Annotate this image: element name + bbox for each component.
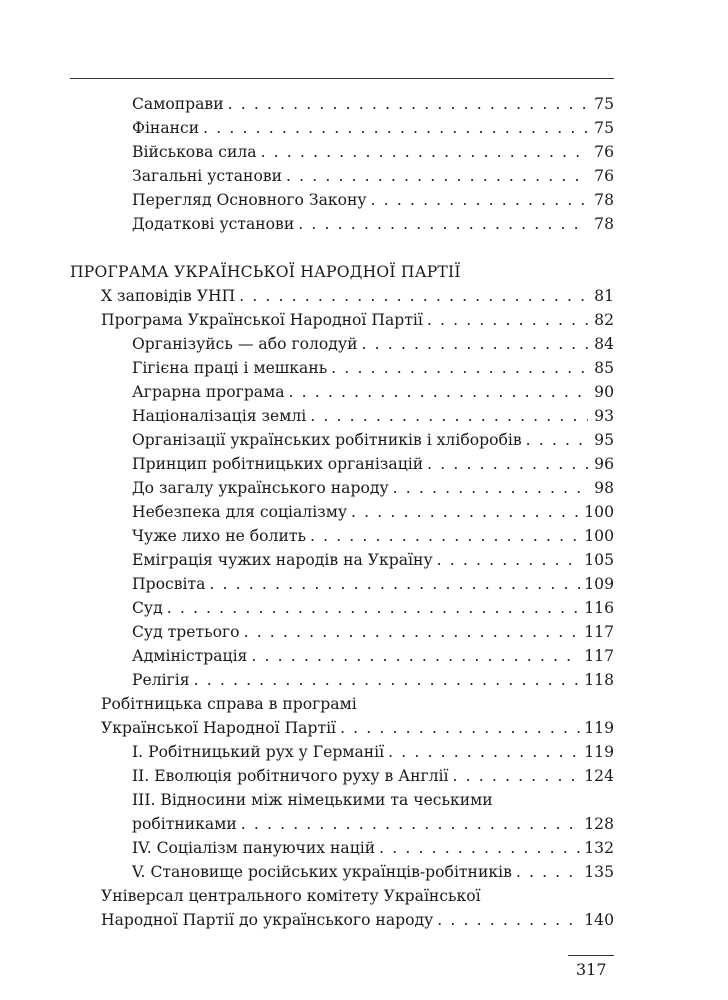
toc-entry-title: Організуйсь — або голодуй <box>132 335 358 353</box>
toc-entry-page: 132 <box>584 839 614 857</box>
toc-entry-title: Націоналізація землі <box>132 407 307 425</box>
toc-entry-title: Принцип робітницьких організацій <box>132 455 424 473</box>
toc-entry-page: 90 <box>594 383 614 401</box>
toc-entry-title: робітниками <box>132 815 237 833</box>
toc-entry[interactable] <box>132 428 614 452</box>
section-title: ПРОГРАМА УКРАЇНСЬКОЇ НАРОДНОЇ ПАРТІЇ <box>70 263 461 281</box>
toc-entry[interactable] <box>101 308 614 332</box>
toc-entry[interactable] <box>132 212 614 236</box>
dot-leader <box>437 908 580 932</box>
toc-entry-page: 84 <box>594 335 614 353</box>
dot-leader <box>310 404 588 428</box>
dot-leader <box>361 332 588 356</box>
toc-entry[interactable] <box>132 404 614 428</box>
dot-leader <box>239 284 588 308</box>
toc-entry-page: 76 <box>594 143 614 161</box>
dot-leader <box>241 812 581 836</box>
toc-entry[interactable] <box>101 716 614 740</box>
toc-entry-page: 98 <box>594 479 614 497</box>
dot-leader <box>203 116 588 140</box>
toc-entry-title: IV. Соціалізм пануючих націй <box>132 839 376 857</box>
toc-entry[interactable] <box>101 908 614 932</box>
dot-leader <box>393 476 588 500</box>
toc-entry-page: 119 <box>584 719 614 737</box>
dot-leader <box>371 188 588 212</box>
toc-entry-title: Загальні установи <box>132 167 282 185</box>
toc-entry[interactable] <box>132 548 614 572</box>
toc-entry-page: 140 <box>584 911 614 929</box>
dot-leader <box>194 668 581 692</box>
toc-entry-page: 100 <box>584 527 614 545</box>
dot-leader <box>310 524 580 548</box>
toc-entry-page: 117 <box>584 647 614 665</box>
dot-leader <box>289 380 588 404</box>
toc-entry-page: 82 <box>594 311 614 329</box>
toc-entry[interactable] <box>132 620 614 644</box>
toc-entry-page: 116 <box>584 599 614 617</box>
dot-leader <box>427 452 588 476</box>
toc-entry-page: 105 <box>584 551 614 569</box>
toc-entry-page: 93 <box>594 407 614 425</box>
toc-entry[interactable] <box>132 812 614 836</box>
toc-entry-page: 81 <box>594 287 614 305</box>
toc-entry[interactable] <box>132 596 614 620</box>
toc-entry[interactable] <box>132 500 614 524</box>
dot-leader <box>379 836 580 860</box>
toc-entry-title: Військова сила <box>132 143 257 161</box>
toc-entry-title: Гігієна праці і мешкань <box>132 359 328 377</box>
toc-entry-title-line1[interactable]: Робітницька справа в програмі <box>101 695 357 713</box>
page-number: 317 <box>576 960 607 979</box>
dot-leader <box>261 140 588 164</box>
toc-entry-page: 76 <box>594 167 614 185</box>
dot-leader <box>453 764 581 788</box>
toc-entry[interactable] <box>132 836 614 860</box>
toc-entry-title: Адміністрація <box>132 647 248 665</box>
toc-entry-title: Додаткові установи <box>132 215 295 233</box>
toc-entry-page: 118 <box>584 671 614 689</box>
toc-entry[interactable] <box>132 332 614 356</box>
dot-leader <box>209 572 580 596</box>
dot-leader <box>340 716 580 740</box>
toc-entry[interactable] <box>132 164 614 188</box>
toc-entry-title: II. Еволюція робітничого руху в Англії <box>132 767 449 785</box>
toc-entry[interactable] <box>132 380 614 404</box>
toc-entry-title: Аграрна програма <box>132 383 285 401</box>
toc-entry-title: Перегляд Основного Закону <box>132 191 367 209</box>
toc-entry-title: До загалу українського народу <box>132 479 389 497</box>
toc-entry-title: Чуже лихо не болить <box>132 527 306 545</box>
toc-entry[interactable] <box>132 92 614 116</box>
dot-leader <box>167 596 581 620</box>
toc-entry-page: 100 <box>584 503 614 521</box>
dot-leader <box>437 548 581 572</box>
toc-entry[interactable] <box>132 188 614 212</box>
toc-entry-title: Народної Партії до українського народу <box>101 911 434 929</box>
toc-entry[interactable] <box>132 740 614 764</box>
toc-entry-page: 117 <box>584 623 614 641</box>
dot-leader <box>244 620 581 644</box>
toc-entry-title: Суд третього <box>132 623 240 641</box>
toc-entry[interactable] <box>132 572 614 596</box>
toc-entry-title: Програма Української Народної Партії <box>101 311 423 329</box>
toc-entry[interactable] <box>132 356 614 380</box>
toc-entry[interactable] <box>132 860 614 884</box>
dot-leader <box>298 212 588 236</box>
toc-entry-title: Фінанси <box>132 119 200 137</box>
toc-entry-page: 75 <box>594 119 614 137</box>
toc-entry[interactable] <box>132 140 614 164</box>
footer-rule <box>568 955 614 956</box>
toc-entry-title: X заповідів УНП <box>101 287 236 305</box>
toc-entry-title-line1[interactable]: Універсал центрального комітету Української <box>101 887 481 905</box>
dot-leader <box>526 428 588 452</box>
toc-entry-title: Просвіта <box>132 575 206 593</box>
toc-entry-page: 128 <box>584 815 614 833</box>
toc-entry-page: 135 <box>584 863 614 881</box>
toc-entry-title: Еміграція чужих народів на Україну <box>132 551 433 569</box>
dot-leader <box>351 500 580 524</box>
dot-leader <box>388 740 580 764</box>
dot-leader <box>331 356 588 380</box>
toc-entry-title: Небезпека для соціалізму <box>132 503 348 521</box>
toc-entry-page: 78 <box>594 191 614 209</box>
toc-entry-title: Української Народної Партії <box>101 719 337 737</box>
top-rule <box>70 78 614 79</box>
toc-entry-title: Суд <box>132 599 163 617</box>
toc-entry[interactable] <box>132 524 614 548</box>
toc-entry-page: 96 <box>594 455 614 473</box>
toc-entry-page: 95 <box>594 431 614 449</box>
toc-entry-page: 109 <box>584 575 614 593</box>
dot-leader <box>251 644 580 668</box>
toc-entry-title: Організації українських робітників і хліборобів <box>132 431 522 449</box>
toc-entry-title: Релігія <box>132 671 190 689</box>
toc-entry[interactable] <box>132 452 614 476</box>
toc-entry-page: 85 <box>594 359 614 377</box>
dot-leader <box>228 92 588 116</box>
toc-entry-title: I. Робітницький рух у Германії <box>132 743 385 761</box>
toc-entry-title: V. Становище російських українців-робітників <box>132 863 512 881</box>
toc-entry-title: Самоправи <box>132 95 224 113</box>
toc-entry-page: 78 <box>594 215 614 233</box>
toc-entry-title-line1[interactable]: III. Відносини між німецькими та чеськими <box>132 791 493 809</box>
dot-leader <box>427 308 588 332</box>
toc-entry[interactable] <box>132 476 614 500</box>
toc-entry-page: 75 <box>594 95 614 113</box>
toc-entry[interactable] <box>132 644 614 668</box>
toc-entry-page: 119 <box>584 743 614 761</box>
toc-entry[interactable] <box>132 668 614 692</box>
dot-leader <box>286 164 588 188</box>
toc-entry[interactable] <box>101 284 614 308</box>
toc-entry[interactable] <box>132 116 614 140</box>
dot-leader <box>516 860 580 884</box>
toc-entry-page: 124 <box>584 767 614 785</box>
toc-entry[interactable] <box>132 764 614 788</box>
